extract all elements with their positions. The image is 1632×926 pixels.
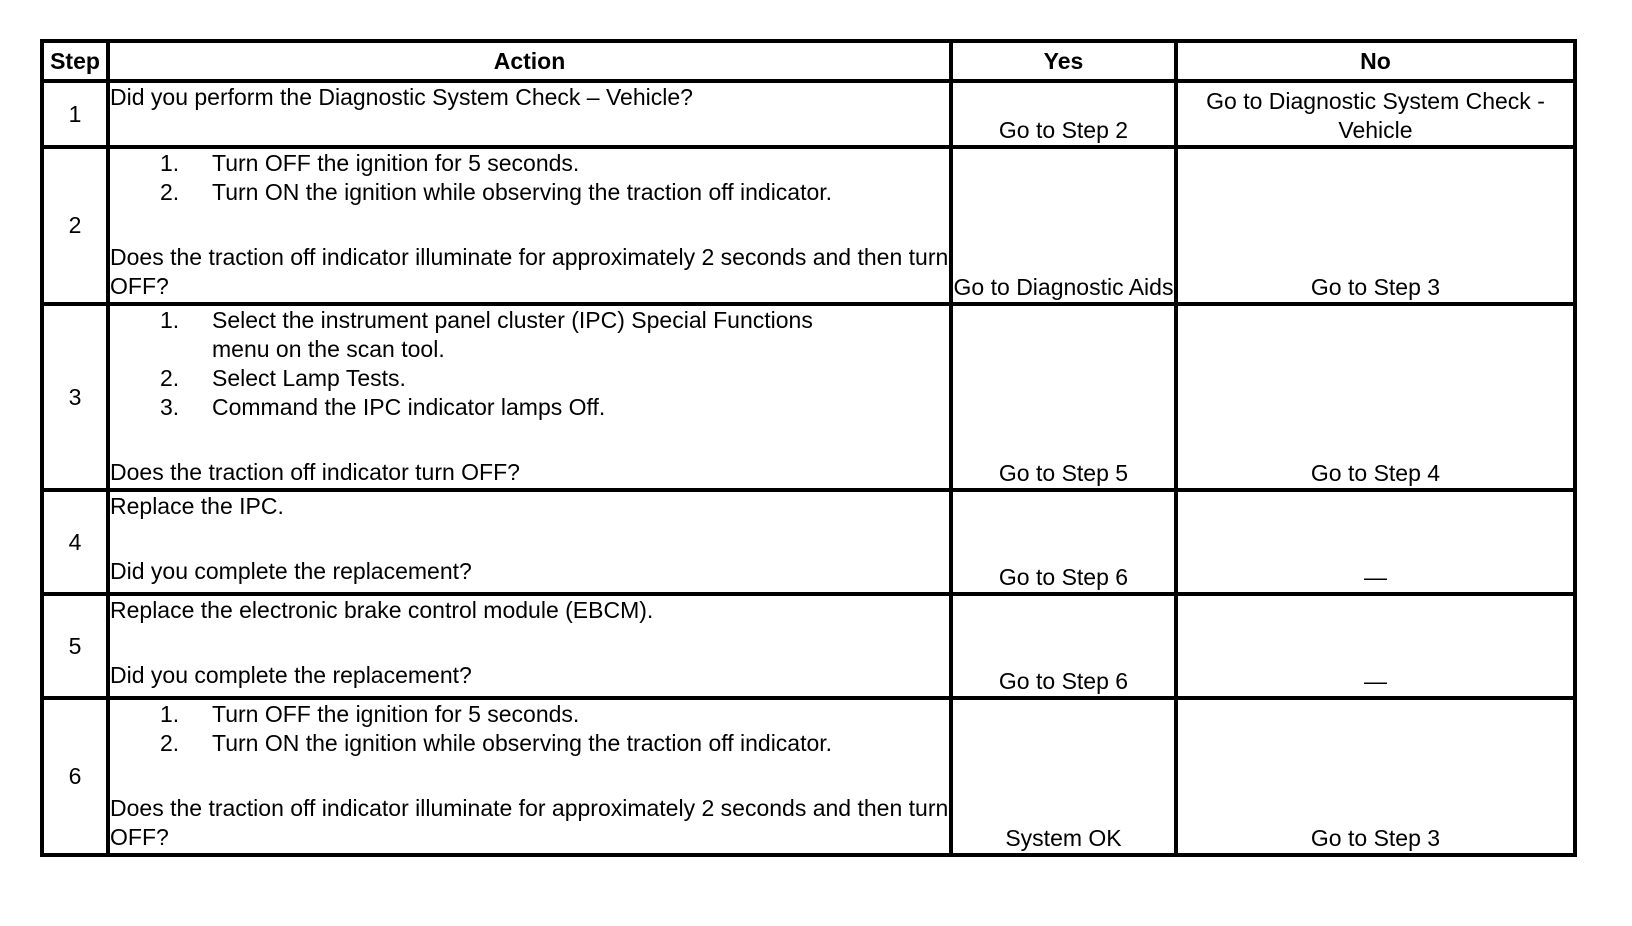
table-row (42, 594, 1575, 698)
table-row (42, 490, 1575, 594)
instruction-text: Turn ON the ignition while observing the traction off indicator. (212, 730, 833, 756)
no-result: Go to Diagnostic System Check - Vehicle (1176, 81, 1575, 147)
diagnostic-table (40, 39, 1577, 857)
table-row (42, 147, 1575, 304)
header-action: Action (108, 41, 951, 81)
yes-result: Go to Step 6 (951, 490, 1176, 594)
header-no: No (1176, 41, 1575, 81)
instruction-item (110, 700, 949, 729)
instruction-item (110, 729, 949, 758)
instruction-item (110, 178, 949, 207)
step-number: 1 (42, 81, 108, 147)
action-instruction: Replace the electronic brake control module (EBCM). (110, 597, 654, 623)
header-row (42, 41, 1575, 81)
instruction-number: 1. (160, 701, 180, 727)
header-step: Step (42, 41, 108, 81)
table-row (42, 304, 1575, 490)
instruction-item (110, 149, 949, 178)
step-number: 6 (42, 698, 108, 855)
action-cell (108, 594, 951, 698)
action-question: Did you perform the Diagnostic System Check – Vehicle? (110, 84, 693, 110)
no-result: — (1176, 490, 1575, 594)
no-result: Go to Step 3 (1176, 147, 1575, 304)
action-cell (108, 490, 951, 594)
instruction-item (110, 364, 949, 393)
instruction-text: Turn ON the ignition while observing the traction off indicator. (212, 179, 833, 205)
instruction-number: 2. (160, 730, 180, 756)
instruction-list (110, 306, 949, 422)
action-cell (108, 304, 951, 490)
table-row (42, 81, 1575, 147)
instruction-text: Select Lamp Tests. (212, 365, 406, 391)
action-question: Does the traction off indicator illuminate for approximately 2 seconds and then turn OFF? (110, 244, 949, 299)
instruction-number: 2. (160, 179, 180, 205)
yes-result: Go to Step 2 (951, 81, 1176, 147)
no-result: — (1176, 594, 1575, 698)
yes-result: Go to Step 6 (951, 594, 1176, 698)
instruction-number: 2. (160, 365, 180, 391)
instruction-item (110, 393, 949, 422)
step-number: 3 (42, 304, 108, 490)
action-question: Does the traction off indicator turn OFF? (110, 459, 520, 485)
step-number: 5 (42, 594, 108, 698)
instruction-text: Turn OFF the ignition for 5 seconds. (212, 701, 580, 727)
no-result: Go to Step 4 (1176, 304, 1575, 490)
instruction-item (110, 306, 949, 364)
action-question: Did you complete the replacement? (110, 558, 472, 584)
action-instruction: Replace the IPC. (110, 493, 284, 519)
action-cell (108, 147, 951, 304)
instruction-list (110, 700, 949, 758)
action-cell (108, 81, 951, 147)
instruction-number: 1. (160, 150, 180, 176)
yes-result: Go to Diagnostic Aids (951, 147, 1176, 304)
instruction-text: Turn OFF the ignition for 5 seconds. (212, 150, 580, 176)
instruction-text: Select the instrument panel cluster (IPC) Special Functions menu on the scan tool. (212, 307, 813, 362)
instruction-number: 3. (160, 394, 180, 420)
yes-result: System OK (951, 698, 1176, 855)
step-number: 2 (42, 147, 108, 304)
instruction-text: Command the IPC indicator lamps Off. (212, 394, 606, 420)
instruction-list (110, 149, 949, 207)
header-yes: Yes (951, 41, 1176, 81)
no-result: Go to Step 3 (1176, 698, 1575, 855)
action-cell (108, 698, 951, 855)
table-row (42, 698, 1575, 855)
step-number: 4 (42, 490, 108, 594)
instruction-number: 1. (160, 307, 180, 333)
action-question: Does the traction off indicator illuminate for approximately 2 seconds and then turn OFF? (110, 795, 949, 850)
action-question: Did you complete the replacement? (110, 662, 472, 688)
yes-result: Go to Step 5 (951, 304, 1176, 490)
